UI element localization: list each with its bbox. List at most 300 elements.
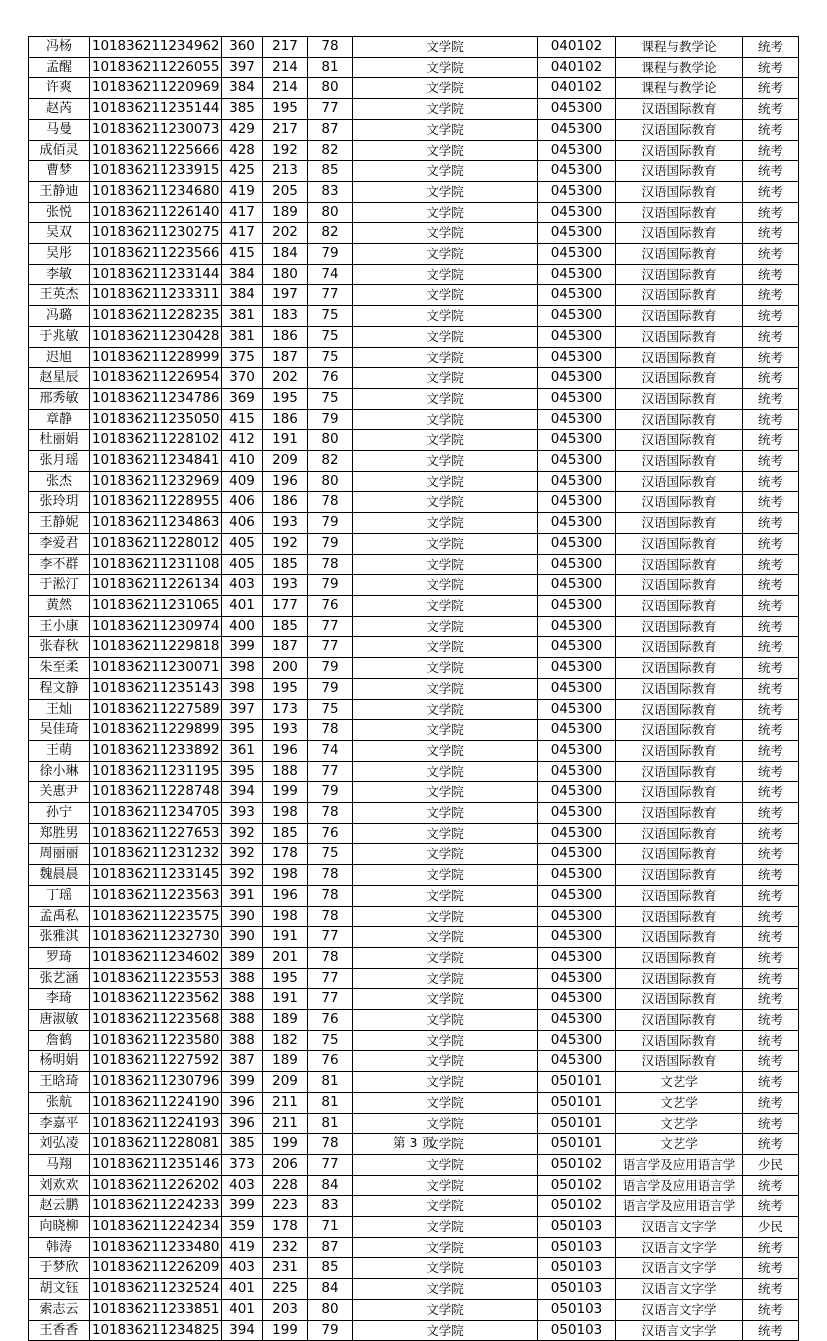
cell-total: 406	[222, 513, 263, 534]
cell-major: 汉语国际教育	[616, 285, 743, 306]
cell-total: 428	[222, 140, 263, 161]
cell-code: 040102	[538, 78, 616, 99]
cell-major: 汉语国际教育	[616, 223, 743, 244]
cell-name: 吴双	[29, 223, 90, 244]
cell-code: 045300	[538, 492, 616, 513]
cell-total: 417	[222, 202, 263, 223]
cell-sub2: 78	[308, 1134, 353, 1155]
cell-sub2: 77	[308, 989, 353, 1010]
cell-code: 045300	[538, 699, 616, 720]
cell-total: 392	[222, 865, 263, 886]
cell-sub2: 77	[308, 637, 353, 658]
cell-major: 汉语国际教育	[616, 554, 743, 575]
cell-college: 文学院	[353, 1175, 538, 1196]
cell-college: 文学院	[353, 368, 538, 389]
cell-major: 汉语言文字学	[616, 1279, 743, 1300]
cell-sub2: 78	[308, 720, 353, 741]
cell-total: 381	[222, 326, 263, 347]
cell-major: 汉语言文字学	[616, 1299, 743, 1320]
cell-examid: 101836211229899	[90, 720, 222, 741]
cell-sub1: 185	[263, 554, 308, 575]
cell-name: 杨明娟	[29, 1051, 90, 1072]
cell-code: 045300	[538, 1030, 616, 1051]
cell-total: 400	[222, 616, 263, 637]
cell-type: 统考	[743, 1010, 799, 1031]
cell-code: 045300	[538, 844, 616, 865]
cell-total: 406	[222, 492, 263, 513]
cell-sub2: 82	[308, 223, 353, 244]
cell-type: 统考	[743, 78, 799, 99]
cell-major: 汉语国际教育	[616, 368, 743, 389]
table-row	[29, 264, 799, 285]
cell-name: 丁瑶	[29, 885, 90, 906]
cell-major: 课程与教学论	[616, 78, 743, 99]
cell-sub1: 185	[263, 616, 308, 637]
cell-examid: 101836211235143	[90, 678, 222, 699]
cell-sub1: 187	[263, 347, 308, 368]
cell-code: 045300	[538, 244, 616, 265]
cell-examid: 101836211233851	[90, 1299, 222, 1320]
cell-major: 文艺学	[616, 1134, 743, 1155]
cell-code: 045300	[538, 947, 616, 968]
cell-examid: 101836211233145	[90, 865, 222, 886]
cell-sub1: 225	[263, 1279, 308, 1300]
cell-college: 文学院	[353, 264, 538, 285]
table-row	[29, 388, 799, 409]
cell-sub2: 75	[308, 1030, 353, 1051]
cell-sub1: 196	[263, 471, 308, 492]
cell-code: 045300	[538, 658, 616, 679]
table-row	[29, 1299, 799, 1320]
cell-sub2: 78	[308, 554, 353, 575]
cell-major: 汉语国际教育	[616, 140, 743, 161]
cell-type: 统考	[743, 388, 799, 409]
cell-name: 王静迪	[29, 181, 90, 202]
cell-major: 语言学及应用语言学	[616, 1175, 743, 1196]
cell-examid: 101836211230428	[90, 326, 222, 347]
cell-examid: 101836211230073	[90, 119, 222, 140]
table-row	[29, 885, 799, 906]
table-row	[29, 1154, 799, 1175]
cell-code: 045300	[538, 1051, 616, 1072]
cell-major: 汉语国际教育	[616, 1010, 743, 1031]
cell-total: 394	[222, 782, 263, 803]
cell-code: 045300	[538, 927, 616, 948]
cell-examid: 101836211232969	[90, 471, 222, 492]
table-row	[29, 1051, 799, 1072]
table-row	[29, 57, 799, 78]
cell-name: 李敏	[29, 264, 90, 285]
cell-examid: 101836211229818	[90, 637, 222, 658]
cell-major: 汉语国际教育	[616, 865, 743, 886]
cell-name: 于淞汀	[29, 575, 90, 596]
cell-name: 李爱君	[29, 533, 90, 554]
cell-major: 汉语国际教育	[616, 161, 743, 182]
cell-code: 045300	[538, 575, 616, 596]
cell-name: 冯璐	[29, 306, 90, 327]
table-row	[29, 782, 799, 803]
cell-type: 统考	[743, 968, 799, 989]
cell-code: 045300	[538, 347, 616, 368]
cell-examid: 101836211230071	[90, 658, 222, 679]
cell-total: 392	[222, 844, 263, 865]
cell-major: 汉语国际教育	[616, 575, 743, 596]
cell-code: 040102	[538, 37, 616, 58]
cell-code: 045300	[538, 471, 616, 492]
cell-total: 417	[222, 223, 263, 244]
cell-sub2: 78	[308, 37, 353, 58]
cell-type: 统考	[743, 1072, 799, 1093]
cell-code: 045300	[538, 803, 616, 824]
table-row	[29, 616, 799, 637]
cell-sub1: 183	[263, 306, 308, 327]
table-row	[29, 865, 799, 886]
table-row	[29, 306, 799, 327]
cell-total: 392	[222, 823, 263, 844]
cell-sub1: 198	[263, 906, 308, 927]
cell-total: 369	[222, 388, 263, 409]
cell-sub1: 199	[263, 1134, 308, 1155]
cell-examid: 101836211233311	[90, 285, 222, 306]
cell-sub1: 206	[263, 1154, 308, 1175]
cell-college: 文学院	[353, 989, 538, 1010]
cell-name: 李不群	[29, 554, 90, 575]
cell-sub1: 184	[263, 244, 308, 265]
cell-name: 张雅淇	[29, 927, 90, 948]
cell-college: 文学院	[353, 554, 538, 575]
cell-code: 045300	[538, 740, 616, 761]
cell-examid: 101836211230974	[90, 616, 222, 637]
cell-examid: 101836211224193	[90, 1113, 222, 1134]
cell-examid: 101836211227592	[90, 1051, 222, 1072]
cell-major: 汉语国际教育	[616, 740, 743, 761]
cell-sub2: 80	[308, 202, 353, 223]
cell-sub2: 78	[308, 947, 353, 968]
cell-name: 于梦欣	[29, 1258, 90, 1279]
cell-type: 统考	[743, 927, 799, 948]
cell-name: 王静妮	[29, 513, 90, 534]
cell-total: 405	[222, 554, 263, 575]
cell-examid: 101836211228081	[90, 1134, 222, 1155]
cell-examid: 101836211223580	[90, 1030, 222, 1051]
cell-examid: 101836211235050	[90, 409, 222, 430]
cell-sub2: 81	[308, 1072, 353, 1093]
cell-name: 李琦	[29, 989, 90, 1010]
cell-sub2: 80	[308, 78, 353, 99]
cell-type: 统考	[743, 492, 799, 513]
cell-type: 统考	[743, 1175, 799, 1196]
cell-sub1: 195	[263, 99, 308, 120]
cell-sub1: 205	[263, 181, 308, 202]
cell-total: 398	[222, 658, 263, 679]
cell-college: 文学院	[353, 326, 538, 347]
cell-sub2: 75	[308, 388, 353, 409]
cell-type: 统考	[743, 181, 799, 202]
table-row	[29, 678, 799, 699]
cell-code: 045300	[538, 223, 616, 244]
cell-name: 王英杰	[29, 285, 90, 306]
cell-name: 刘弘凌	[29, 1134, 90, 1155]
cell-code: 045300	[538, 430, 616, 451]
cell-code: 045300	[538, 161, 616, 182]
cell-college: 文学院	[353, 1320, 538, 1341]
cell-examid: 101836211223562	[90, 989, 222, 1010]
cell-name: 唐淑敏	[29, 1010, 90, 1031]
cell-major: 课程与教学论	[616, 37, 743, 58]
cell-code: 050102	[538, 1175, 616, 1196]
cell-sub1: 198	[263, 803, 308, 824]
cell-name: 章静	[29, 409, 90, 430]
table-row	[29, 1092, 799, 1113]
cell-type: 少民	[743, 1154, 799, 1175]
cell-type: 统考	[743, 616, 799, 637]
cell-major: 汉语国际教育	[616, 968, 743, 989]
cell-major: 汉语国际教育	[616, 471, 743, 492]
cell-sub1: 196	[263, 740, 308, 761]
cell-sub2: 83	[308, 1196, 353, 1217]
cell-sub1: 209	[263, 451, 308, 472]
table-row	[29, 927, 799, 948]
cell-major: 汉语国际教育	[616, 347, 743, 368]
cell-sub2: 80	[308, 1299, 353, 1320]
cell-type: 统考	[743, 1237, 799, 1258]
cell-type: 统考	[743, 140, 799, 161]
cell-code: 045300	[538, 264, 616, 285]
table-row	[29, 161, 799, 182]
cell-sub1: 188	[263, 761, 308, 782]
cell-name: 黄然	[29, 595, 90, 616]
cell-sub1: 187	[263, 637, 308, 658]
cell-total: 401	[222, 595, 263, 616]
cell-name: 关惠尹	[29, 782, 90, 803]
cell-college: 文学院	[353, 1299, 538, 1320]
cell-examid: 101836211230275	[90, 223, 222, 244]
cell-college: 文学院	[353, 1072, 538, 1093]
cell-sub2: 79	[308, 513, 353, 534]
table-row	[29, 1258, 799, 1279]
cell-college: 文学院	[353, 430, 538, 451]
cell-sub1: 186	[263, 409, 308, 430]
cell-college: 文学院	[353, 782, 538, 803]
cell-type: 统考	[743, 285, 799, 306]
cell-name: 杜丽娟	[29, 430, 90, 451]
cell-type: 统考	[743, 513, 799, 534]
cell-examid: 101836211220969	[90, 78, 222, 99]
cell-sub1: 211	[263, 1092, 308, 1113]
cell-major: 汉语言文字学	[616, 1258, 743, 1279]
table-row	[29, 202, 799, 223]
cell-examid: 101836211225666	[90, 140, 222, 161]
cell-total: 395	[222, 720, 263, 741]
cell-name: 刘欢欢	[29, 1175, 90, 1196]
cell-sub2: 81	[308, 57, 353, 78]
cell-type: 统考	[743, 782, 799, 803]
cell-code: 045300	[538, 823, 616, 844]
cell-sub1: 202	[263, 368, 308, 389]
cell-name: 马翔	[29, 1154, 90, 1175]
cell-examid: 101836211226202	[90, 1175, 222, 1196]
table-row	[29, 554, 799, 575]
cell-sub1: 192	[263, 140, 308, 161]
cell-examid: 101836211231065	[90, 595, 222, 616]
cell-name: 张月瑶	[29, 451, 90, 472]
cell-type: 统考	[743, 1092, 799, 1113]
cell-code: 050103	[538, 1217, 616, 1238]
cell-sub2: 87	[308, 1237, 353, 1258]
table-row	[29, 844, 799, 865]
cell-code: 045300	[538, 554, 616, 575]
cell-major: 汉语言文字学	[616, 1237, 743, 1258]
cell-name: 孟禹私	[29, 906, 90, 927]
cell-college: 文学院	[353, 181, 538, 202]
cell-type: 统考	[743, 989, 799, 1010]
cell-code: 050103	[538, 1258, 616, 1279]
cell-code: 040102	[538, 57, 616, 78]
cell-code: 045300	[538, 388, 616, 409]
cell-examid: 101836211233480	[90, 1237, 222, 1258]
cell-examid: 101836211233892	[90, 740, 222, 761]
cell-name: 吴彤	[29, 244, 90, 265]
cell-sub1: 231	[263, 1258, 308, 1279]
cell-name: 索志云	[29, 1299, 90, 1320]
cell-name: 冯杨	[29, 37, 90, 58]
cell-total: 390	[222, 927, 263, 948]
table-row	[29, 575, 799, 596]
cell-total: 390	[222, 906, 263, 927]
cell-sub1: 199	[263, 782, 308, 803]
cell-sub1: 211	[263, 1113, 308, 1134]
cell-major: 汉语国际教育	[616, 637, 743, 658]
cell-college: 文学院	[353, 1154, 538, 1175]
table-row	[29, 1279, 799, 1300]
cell-examid: 101836211234680	[90, 181, 222, 202]
cell-code: 050101	[538, 1134, 616, 1155]
cell-total: 388	[222, 1010, 263, 1031]
cell-name: 张航	[29, 1092, 90, 1113]
cell-name: 孟醒	[29, 57, 90, 78]
cell-sub1: 173	[263, 699, 308, 720]
cell-major: 汉语国际教育	[616, 803, 743, 824]
cell-sub1: 189	[263, 1010, 308, 1031]
cell-type: 统考	[743, 1299, 799, 1320]
cell-sub2: 77	[308, 761, 353, 782]
cell-type: 统考	[743, 678, 799, 699]
table-row	[29, 761, 799, 782]
cell-sub2: 71	[308, 1217, 353, 1238]
cell-total: 403	[222, 575, 263, 596]
cell-total: 398	[222, 678, 263, 699]
cell-type: 统考	[743, 595, 799, 616]
cell-sub1: 201	[263, 947, 308, 968]
table-row	[29, 720, 799, 741]
cell-college: 文学院	[353, 1258, 538, 1279]
cell-sub1: 217	[263, 37, 308, 58]
cell-name: 赵芮	[29, 99, 90, 120]
cell-major: 汉语国际教育	[616, 616, 743, 637]
table-row	[29, 492, 799, 513]
cell-type: 统考	[743, 1279, 799, 1300]
cell-college: 文学院	[353, 865, 538, 886]
cell-college: 文学院	[353, 223, 538, 244]
cell-total: 370	[222, 368, 263, 389]
cell-sub1: 182	[263, 1030, 308, 1051]
cell-examid: 101836211228235	[90, 306, 222, 327]
cell-sub1: 185	[263, 823, 308, 844]
cell-sub2: 81	[308, 1113, 353, 1134]
cell-type: 统考	[743, 1051, 799, 1072]
cell-type: 统考	[743, 1030, 799, 1051]
cell-college: 文学院	[353, 1237, 538, 1258]
cell-major: 语言学及应用语言学	[616, 1196, 743, 1217]
cell-college: 文学院	[353, 968, 538, 989]
cell-examid: 101836211223568	[90, 1010, 222, 1031]
cell-college: 文学院	[353, 575, 538, 596]
cell-examid: 101836211233915	[90, 161, 222, 182]
cell-college: 文学院	[353, 616, 538, 637]
table-row	[29, 1030, 799, 1051]
cell-examid: 101836211234962	[90, 37, 222, 58]
cell-sub2: 74	[308, 740, 353, 761]
table-row	[29, 451, 799, 472]
cell-code: 045300	[538, 865, 616, 886]
table-row	[29, 823, 799, 844]
cell-college: 文学院	[353, 927, 538, 948]
table-row	[29, 409, 799, 430]
cell-name: 张玲玥	[29, 492, 90, 513]
cell-college: 文学院	[353, 658, 538, 679]
cell-type: 统考	[743, 906, 799, 927]
cell-sub1: 191	[263, 927, 308, 948]
cell-sub2: 77	[308, 968, 353, 989]
cell-sub2: 75	[308, 844, 353, 865]
cell-major: 汉语国际教育	[616, 326, 743, 347]
cell-code: 045300	[538, 368, 616, 389]
cell-sub2: 78	[308, 885, 353, 906]
cell-name: 王萌	[29, 740, 90, 761]
cell-college: 文学院	[353, 1134, 538, 1155]
cell-total: 415	[222, 409, 263, 430]
cell-type: 统考	[743, 1196, 799, 1217]
table-row	[29, 637, 799, 658]
cell-name: 吴佳琦	[29, 720, 90, 741]
cell-name: 周丽丽	[29, 844, 90, 865]
cell-sub1: 202	[263, 223, 308, 244]
cell-sub1: 186	[263, 492, 308, 513]
cell-examid: 101836211231195	[90, 761, 222, 782]
cell-total: 375	[222, 347, 263, 368]
cell-college: 文学院	[353, 1030, 538, 1051]
cell-total: 429	[222, 119, 263, 140]
cell-sub2: 80	[308, 471, 353, 492]
cell-total: 399	[222, 1196, 263, 1217]
cell-examid: 101836211234841	[90, 451, 222, 472]
cell-college: 文学院	[353, 720, 538, 741]
cell-college: 文学院	[353, 906, 538, 927]
cell-type: 统考	[743, 823, 799, 844]
cell-type: 统考	[743, 658, 799, 679]
cell-type: 统考	[743, 533, 799, 554]
cell-type: 少民	[743, 1217, 799, 1238]
cell-name: 曹梦	[29, 161, 90, 182]
cell-major: 汉语国际教育	[616, 782, 743, 803]
cell-type: 统考	[743, 202, 799, 223]
cell-college: 文学院	[353, 533, 538, 554]
cell-college: 文学院	[353, 99, 538, 120]
cell-code: 045300	[538, 181, 616, 202]
cell-type: 统考	[743, 99, 799, 120]
cell-code: 050101	[538, 1072, 616, 1093]
cell-major: 汉语国际教育	[616, 244, 743, 265]
